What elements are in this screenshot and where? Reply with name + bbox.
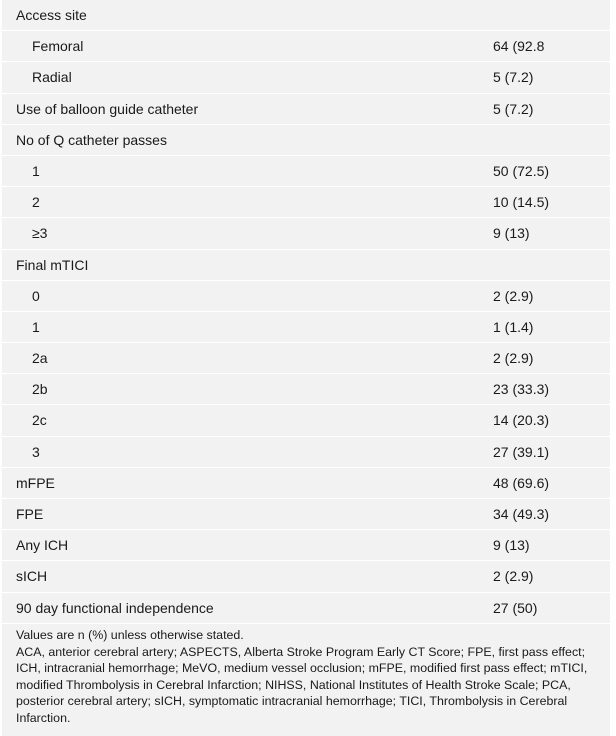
table-row — [2, 94, 610, 125]
results-table — [2, 0, 610, 624]
row-value: 34 (49.3) — [493, 506, 550, 522]
table-footnote — [2, 624, 610, 736]
row-value: 23 (33.3) — [493, 381, 550, 398]
row-value: 1 (1.4) — [493, 318, 534, 335]
table-row — [2, 405, 610, 436]
table-row — [2, 593, 610, 624]
table-row — [2, 530, 610, 561]
row-label: Use of balloon guide catheter — [16, 100, 199, 117]
footnote-abbreviations: ACA, anterior cerebral artery; ASPECTS, Alberta Stroke Program Early CT Score; FPE, first pass effect; ICH, intracranial hemorrhage; MeVO, medium vessel occlusion; mFPE, modified first pass effect; mTICI, modified Thrombolysis in Cerebral Infarction; NIHSS, National Institutes of Health Stroke Scale; PCA, posterior cerebral artery; sICH, symptomatic intracranial hemorrhage; TICI, Thrombolysis in Cerebral Infarction. — [16, 644, 588, 725]
table-row — [2, 437, 610, 468]
row-value: 9 (13) — [493, 225, 530, 242]
row-label: ≥3 — [32, 225, 48, 242]
row-label: No of Q catheter passes — [16, 131, 167, 148]
row-value: 2 (2.9) — [493, 350, 534, 367]
row-label: mFPE — [16, 474, 55, 491]
table-row — [2, 0, 610, 31]
table-row — [2, 125, 610, 156]
table-row — [2, 250, 610, 281]
row-label: 0 — [32, 287, 40, 304]
table-row — [2, 468, 610, 499]
footnote-values-note: Values are n (%) unless otherwise stated. — [16, 628, 244, 642]
row-label: 1 — [32, 162, 40, 179]
row-label: sICH — [16, 568, 48, 585]
row-value: 10 (14.5) — [493, 194, 550, 211]
row-label: Femoral — [32, 38, 84, 55]
row-label: Any ICH — [16, 537, 69, 554]
row-value: 48 (69.6) — [493, 474, 550, 491]
row-label: 2a — [32, 350, 48, 367]
table-row — [2, 156, 610, 187]
table-row — [2, 499, 610, 530]
row-label: Final mTICI — [16, 256, 89, 273]
table-row — [2, 343, 610, 374]
row-label: 3 — [32, 443, 40, 460]
table-row — [2, 187, 610, 218]
row-value: 27 (39.1) — [493, 443, 550, 460]
row-label: FPE — [16, 506, 44, 522]
row-value: 5 (7.2) — [493, 69, 534, 86]
row-label: Radial — [32, 69, 72, 86]
table-row — [2, 312, 610, 343]
table-row — [2, 62, 610, 93]
row-label: 2 — [32, 194, 40, 211]
table-row — [2, 561, 610, 592]
row-value: 50 (72.5) — [493, 162, 550, 179]
row-value: 64 (92.8 — [493, 38, 545, 55]
row-label: 2b — [32, 381, 48, 398]
row-value: 9 (13) — [493, 537, 530, 554]
row-label: Access site — [16, 7, 87, 23]
table-row — [2, 374, 610, 405]
row-value: 27 (50) — [493, 599, 538, 616]
table-row — [2, 31, 610, 62]
row-value: 2 (2.9) — [493, 287, 534, 304]
row-value: 2 (2.9) — [493, 568, 534, 585]
row-label: 90 day functional independence — [16, 599, 214, 616]
row-label: 1 — [32, 318, 40, 335]
row-value: 14 (20.3) — [493, 412, 550, 429]
table-row — [2, 218, 610, 249]
row-label: 2c — [32, 412, 47, 429]
table-row — [2, 281, 610, 312]
row-value: 5 (7.2) — [493, 100, 534, 117]
